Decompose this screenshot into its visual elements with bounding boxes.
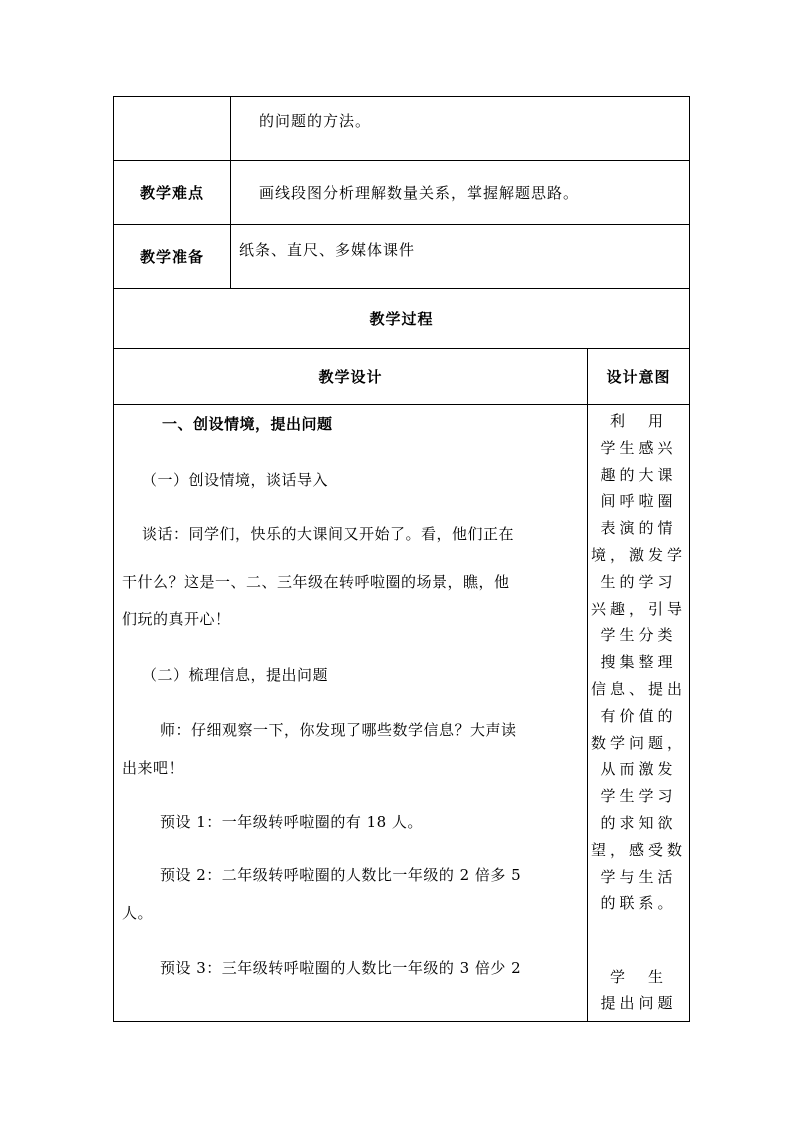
subsection2-heading: （二）梳理信息，提出问题 [142,666,329,684]
empty-label-cell [114,97,231,161]
intent-text-column [588,405,689,1021]
intent-line: 数学问题， [591,733,687,752]
lesson-plan-table [113,96,690,1022]
difficulty-text: 画线段图分析理解数量关系，掌握解题思路。 [259,184,580,202]
preset-2-line-1: 预设 2：二年级转呼啦圈的人数比一年级的 2 倍多 5 [160,866,522,884]
intent-line: 趣的大课 [600,465,677,484]
intent-line: 的求知欲 [600,814,677,832]
difficulty-label: 教学难点 [114,161,231,225]
section1-heading: 一、创设情境，提出问题 [162,415,333,433]
intent-line: 的联系。 [600,894,677,913]
design-content-cell [114,405,588,1022]
intent-line: 学与生活 [600,867,677,886]
intent-line: 兴趣，引导 [591,599,687,618]
preset-3: 预设 3：三年级转呼啦圈的人数比一年级的 3 倍少 2 [160,959,522,977]
intent-line: 境，激发学 [591,546,687,564]
preset-2-line-2: 人。 [122,904,154,922]
intent-line: 有价值的 [600,706,677,725]
intent-column-header: 设计意图 [588,349,690,405]
intent-line: 望，感受数 [591,840,687,859]
continued-text: 的问题的方法。 [259,112,372,130]
intent-line: 间呼啦圈 [600,492,677,511]
intent-line: 学生学习 [600,787,677,806]
intent-line-2: 学 生 [610,968,668,986]
intent-line: 利 用 [610,412,668,430]
difficulty-cell [231,161,690,225]
column-header-row [114,349,690,405]
process-title-row [114,289,690,349]
intent-line: 搜集整理 [600,653,677,672]
continued-method-row [114,97,690,161]
intent-line: 学生感兴 [600,438,677,457]
preparation-label: 教学准备 [114,225,231,289]
dialogue-line-2: 干什么？这是一、二、三年级在转呼啦圈的场景，瞧，他 [122,573,510,591]
subsection1-heading: （一）创设情境，谈话导入 [142,471,329,489]
dialogue-line-1: 谈话：同学们，快乐的大课间又开始了。看，他们正在 [142,525,515,543]
design-column-header: 教学设计 [114,349,588,405]
content-row [114,405,690,1022]
intent-line: 生的学习 [600,572,677,591]
process-title: 教学过程 [114,289,690,349]
preparation-row [114,225,690,289]
teacher-line-1: 师：仔细观察一下，你发现了哪些数学信息？大声读 [160,721,517,739]
intent-line: 表演的情 [600,519,677,538]
intent-line: 学生分类 [600,626,677,645]
intent-line-2: 提出问题 [600,994,677,1012]
difficulty-row [114,161,690,225]
preparation-text: 纸条、直尺、多媒体课件 [239,241,416,259]
continued-text-cell [231,97,690,161]
intent-line: 从而激发 [600,760,677,779]
dialogue-line-3: 们玩的真开心！ [122,610,231,628]
preset-1: 预设 1：一年级转呼啦圈的有 18 人。 [160,813,423,831]
teacher-line-2: 出来吧！ [122,759,185,777]
preparation-cell [231,225,690,289]
intent-line: 信息、提出 [591,680,687,698]
intent-content-cell [588,405,690,1022]
